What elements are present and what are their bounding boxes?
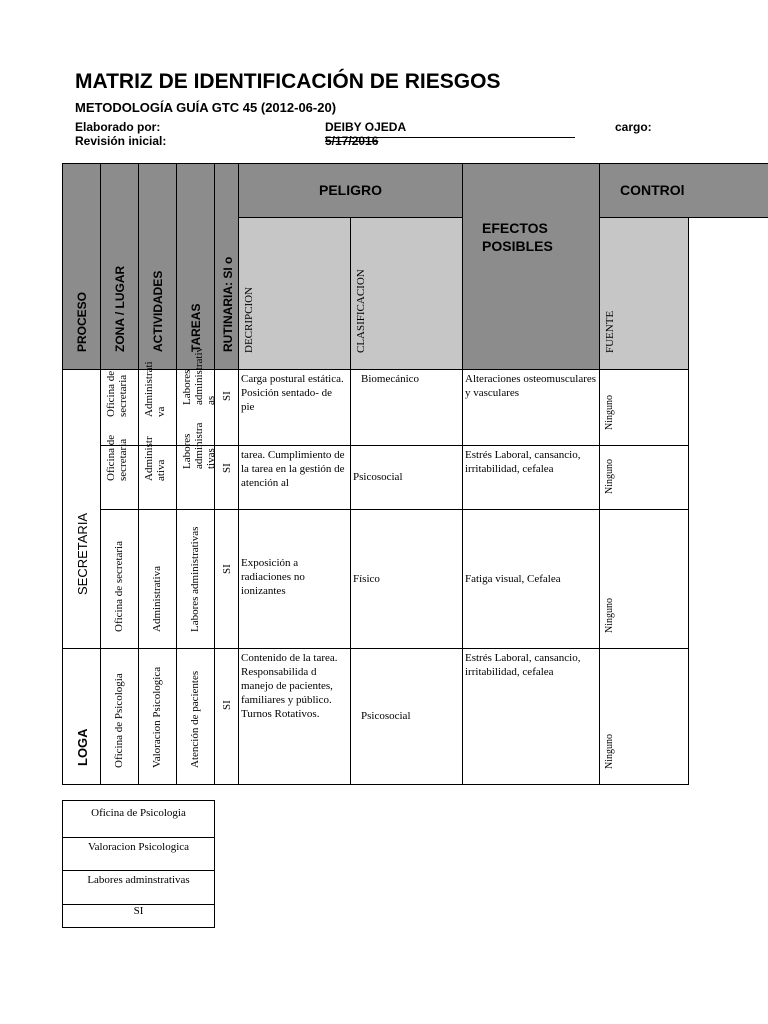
row3-tarea-text: Labores administrativas (189, 526, 201, 632)
bottom-box-actividad: Valoracion Psicologica (62, 837, 215, 871)
row4-zona (100, 648, 139, 785)
row2-zona (100, 434, 139, 510)
row1-fuente (599, 369, 689, 446)
proceso-secretaria-label: SECRETARIA (75, 512, 90, 595)
header-proceso-label: PROCESO (75, 291, 89, 352)
row2-clasificacion: Psicosocial (350, 445, 463, 510)
row3-fuente-text: Ninguno (604, 598, 615, 633)
row4-tarea-text: Atención de pacientes (189, 670, 201, 768)
bottom-box-zona: Oficina de Psicologia (62, 800, 215, 838)
header-controles (599, 163, 768, 218)
row3-zona-text: Oficina de secretaria (113, 541, 125, 632)
row1-fuente-text: Ninguno (604, 395, 615, 430)
header-fuente-label: FUENTE (604, 310, 616, 353)
row4-rutinaria (214, 648, 239, 785)
row2-rutinaria (214, 445, 239, 510)
header-efectos-label: EFECTOS POSIBLES (482, 220, 553, 254)
bottom-box-tarea: Labores adminstrativas (62, 870, 215, 905)
header-rutinaria-label: RUTINARIA: SI o (221, 256, 235, 352)
row2-tarea (176, 422, 217, 510)
bottom-box-rutinaria: SI (62, 904, 215, 928)
header-descripcion-label: DECRIPCION (243, 286, 255, 353)
header-zona-label: ZONA / LUGAR (113, 265, 127, 352)
row1-actividad-text: Administrati va (143, 361, 167, 417)
header-peligro-label: PELIGRO (318, 182, 382, 198)
row4-efectos: Estrés Laboral, cansancio, irritabilidad, cefalea (462, 648, 600, 785)
cargo-label: cargo: (615, 120, 652, 134)
elaborado-label: Elaborado por: (75, 120, 161, 134)
proceso-psicologia-label: LOGA (75, 728, 90, 766)
row3-descripcion: Exposición a radiaciones no ionizantes (238, 509, 351, 649)
row2-fuente (599, 445, 689, 510)
row1-tarea-text: Labores administrativ as (181, 346, 217, 405)
proceso-psicologia-cell (62, 648, 101, 785)
row1-rutinaria (214, 369, 239, 446)
row4-actividad (138, 648, 177, 785)
header-clasificacion (350, 217, 463, 370)
header-rutinaria (214, 163, 239, 370)
row2-descripcion: tarea. Cumplimiento de la tarea en la gestión de atención al (238, 445, 351, 510)
row4-descripcion: Contenido de la tarea. Responsabilida d manejo de pacientes, familiares y público. Turnos Rotativos. (238, 648, 351, 785)
row4-fuente (599, 648, 689, 785)
header-fuente (599, 217, 689, 370)
header-descripcion (238, 217, 351, 370)
row2-tarea-text: Labores administra tivas (181, 422, 217, 469)
row1-rutinaria-text: SI (221, 391, 233, 401)
row3-efectos: Fatiga visual, Cefalea (462, 509, 600, 649)
row3-clasificacion: Físico (350, 509, 463, 649)
row4-zona-text: Oficina de Psicologia (113, 673, 125, 768)
header-actividades (138, 163, 177, 370)
row3-rutinaria (214, 509, 239, 649)
row2-fuente-text: Ninguno (604, 459, 615, 494)
page-title: MATRIZ DE IDENTIFICACIÓN DE RIESGOS (75, 70, 501, 93)
proceso-secretaria-cell (62, 369, 101, 649)
row4-clasificacion: Psicosocial (350, 648, 463, 785)
row4-rutinaria-text: SI (221, 700, 233, 710)
row2-efectos: Estrés Laboral, cansancio, irritabilidad, cefalea (462, 445, 600, 510)
row3-actividad-text: Administrativa (151, 566, 163, 632)
elaborado-value: DEIBY OJEDA (325, 120, 407, 134)
row4-tarea (176, 648, 215, 785)
revision-value: 5/17/2016 (325, 134, 379, 148)
header-proceso (62, 163, 101, 370)
header-tareas-label: TAREAS (189, 303, 203, 352)
page-subtitle: METODOLOGÍA GUÍA GTC 45 (2012-06-20) (75, 100, 337, 115)
row1-descripcion: Carga postural estática. Posición sentado- de pie (238, 369, 351, 446)
row4-fuente-text: Ninguno (604, 734, 615, 769)
row2-actividad-text: Administr ativa (143, 436, 167, 481)
row4-actividad-text: Valoracion Psicologica (151, 666, 163, 768)
revision-label: Revisión inicial: (75, 134, 167, 148)
row2-rutinaria-text: SI (221, 463, 233, 473)
row3-actividad (138, 509, 177, 649)
row2-zona-text: Oficina de secretaria (105, 434, 129, 481)
row3-fuente (599, 509, 689, 649)
row3-tarea (176, 509, 215, 649)
row1-clasificacion: Biomecánico (350, 369, 463, 446)
row2-actividad (138, 436, 177, 510)
header-clasificacion-label: CLASIFICACION (355, 269, 367, 353)
header-peligro (238, 163, 463, 218)
header-controles-label: CONTROl (620, 182, 685, 198)
header-actividades-label: ACTIVIDADES (151, 270, 165, 352)
header-efectos (462, 163, 600, 370)
header-zona (100, 163, 139, 370)
row3-rutinaria-text: SI (221, 564, 233, 574)
row1-zona-text: Oficina de secretaria (105, 370, 129, 417)
row1-efectos: Alteraciones osteomusculares y vasculares (462, 369, 600, 446)
row3-zona (100, 509, 139, 649)
